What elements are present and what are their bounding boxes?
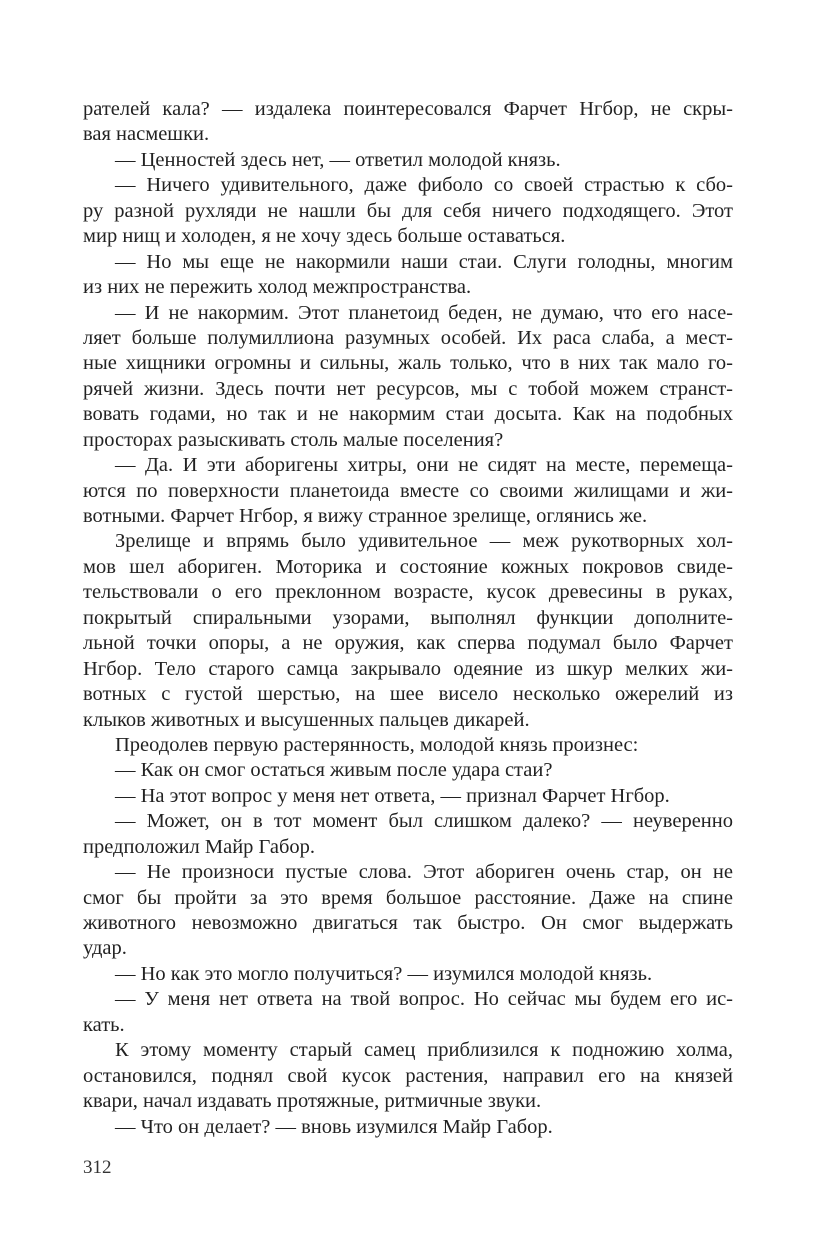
text-line: вовать годами, но так и не накормим стаи досыта. Как на подобных [83, 403, 733, 426]
text-line: просторах разыскивать столь малые поселения? [83, 428, 504, 451]
text-line: ру разной рухляди не нашли бы для себя ничего подходящего. Этот [83, 199, 733, 222]
text-line: — Как он смог остаться живым после удара стаи? [115, 759, 553, 782]
text-line: рячей жизни. Здесь почти нет ресурсов, мы с тобой можем странст- [83, 377, 733, 400]
text-line: — Может, он в тот момент был слишком далеко? — неуверенно [115, 810, 733, 833]
text-line: — Ничего удивительного, даже фиболо со своей страстью к сбо- [115, 174, 733, 197]
text-line: остановился, поднял свой кусок растения, направил его на князей [83, 1064, 733, 1087]
text-line: вотными. Фарчет Нгбор, я вижу странное зрелище, оглянись же. [83, 505, 648, 527]
text-line: — У меня нет ответа на твой вопрос. Но сейчас мы будем его ис- [115, 988, 733, 1011]
text-line: клыков животных и высушенных пальцев дикарей. [83, 708, 530, 731]
text-line: — И не накормим. Этот планетоид беден, не думаю, что его насе- [115, 301, 733, 324]
text-line: вотных с густой шерстью, на шее висело несколько ожерелий из [83, 683, 733, 706]
page-text [83, 97, 733, 1140]
text-line: Зрелище и впрямь было удивительное — меж рукотворных хол- [115, 530, 733, 553]
text-line: Нгбор. Тело старого самца закрывало одеяние из шкур мелких жи- [83, 657, 733, 680]
page-number: 312 [83, 1157, 112, 1178]
text-line: — Да. И эти аборигены хитры, они не сидят на месте, перемеща- [115, 454, 733, 477]
text-line: ные хищники огромны и сильны, жаль только, что в них так мало го- [83, 352, 733, 375]
text-line: покрытый спиральными узорами, выполнял функции дополните- [83, 606, 733, 629]
text-line: ются по поверхности планетоида вместе со своими жилищами и жи- [83, 479, 733, 502]
text-line: предположил Майр Габор. [83, 835, 316, 858]
text-line: К этому моменту старый самец приблизился к подножию холма, [115, 1039, 733, 1062]
text-line: смог бы пройти за это время большое расстояние. Даже на спине [83, 886, 733, 909]
text-line: — На этот вопрос у меня нет ответа, — признал Фарчет Нгбор. [115, 784, 670, 807]
text-line: — Ценностей здесь нет, — ответил молодой князь. [115, 148, 561, 171]
text-line: удар. [83, 937, 127, 960]
text-line: ляет больше полумиллиона разумных особей. Их раса слаба, а мест- [83, 326, 733, 349]
text-line: — Но мы еще не накормили наши стаи. Слуги голодны, многим [115, 250, 733, 273]
text-line: Преодолев первую растерянность, молодой князь произнес: [115, 733, 639, 756]
text-line: животного невозможно двигаться так быстро. Он смог выдержать [83, 912, 733, 934]
text-line: мир нищ и холоден, я не хочу здесь больше оставаться. [83, 225, 566, 248]
text-line: из них не пережить холод межпространства. [83, 276, 472, 299]
text-line: — Но как это могло получиться? — изумился молодой князь. [115, 962, 653, 985]
text-line: квари, начал издавать протяжные, ритмичные звуки. [83, 1090, 542, 1113]
text-line: кать. [83, 1013, 125, 1036]
text-line: мов шел абориген. Моторика и состояние кожных покровов свиде- [83, 555, 733, 578]
text-line: тельствовали о его преклонном возрасте, кусок древесины в руках, [83, 581, 733, 604]
text-line: льной точки опоры, а не оружия, как сперва подумал было Фарчет [83, 632, 733, 655]
text-line: рателей кала? — издалека поинтересовался Фарчет Нгбор, не скры- [83, 98, 733, 120]
text-line: вая насмешки. [83, 123, 210, 146]
text-line: — Не произноси пустые слова. Этот абориген очень стар, он не [115, 861, 733, 884]
text-line: — Что он делает? — вновь изумился Майр Габор. [115, 1115, 553, 1138]
